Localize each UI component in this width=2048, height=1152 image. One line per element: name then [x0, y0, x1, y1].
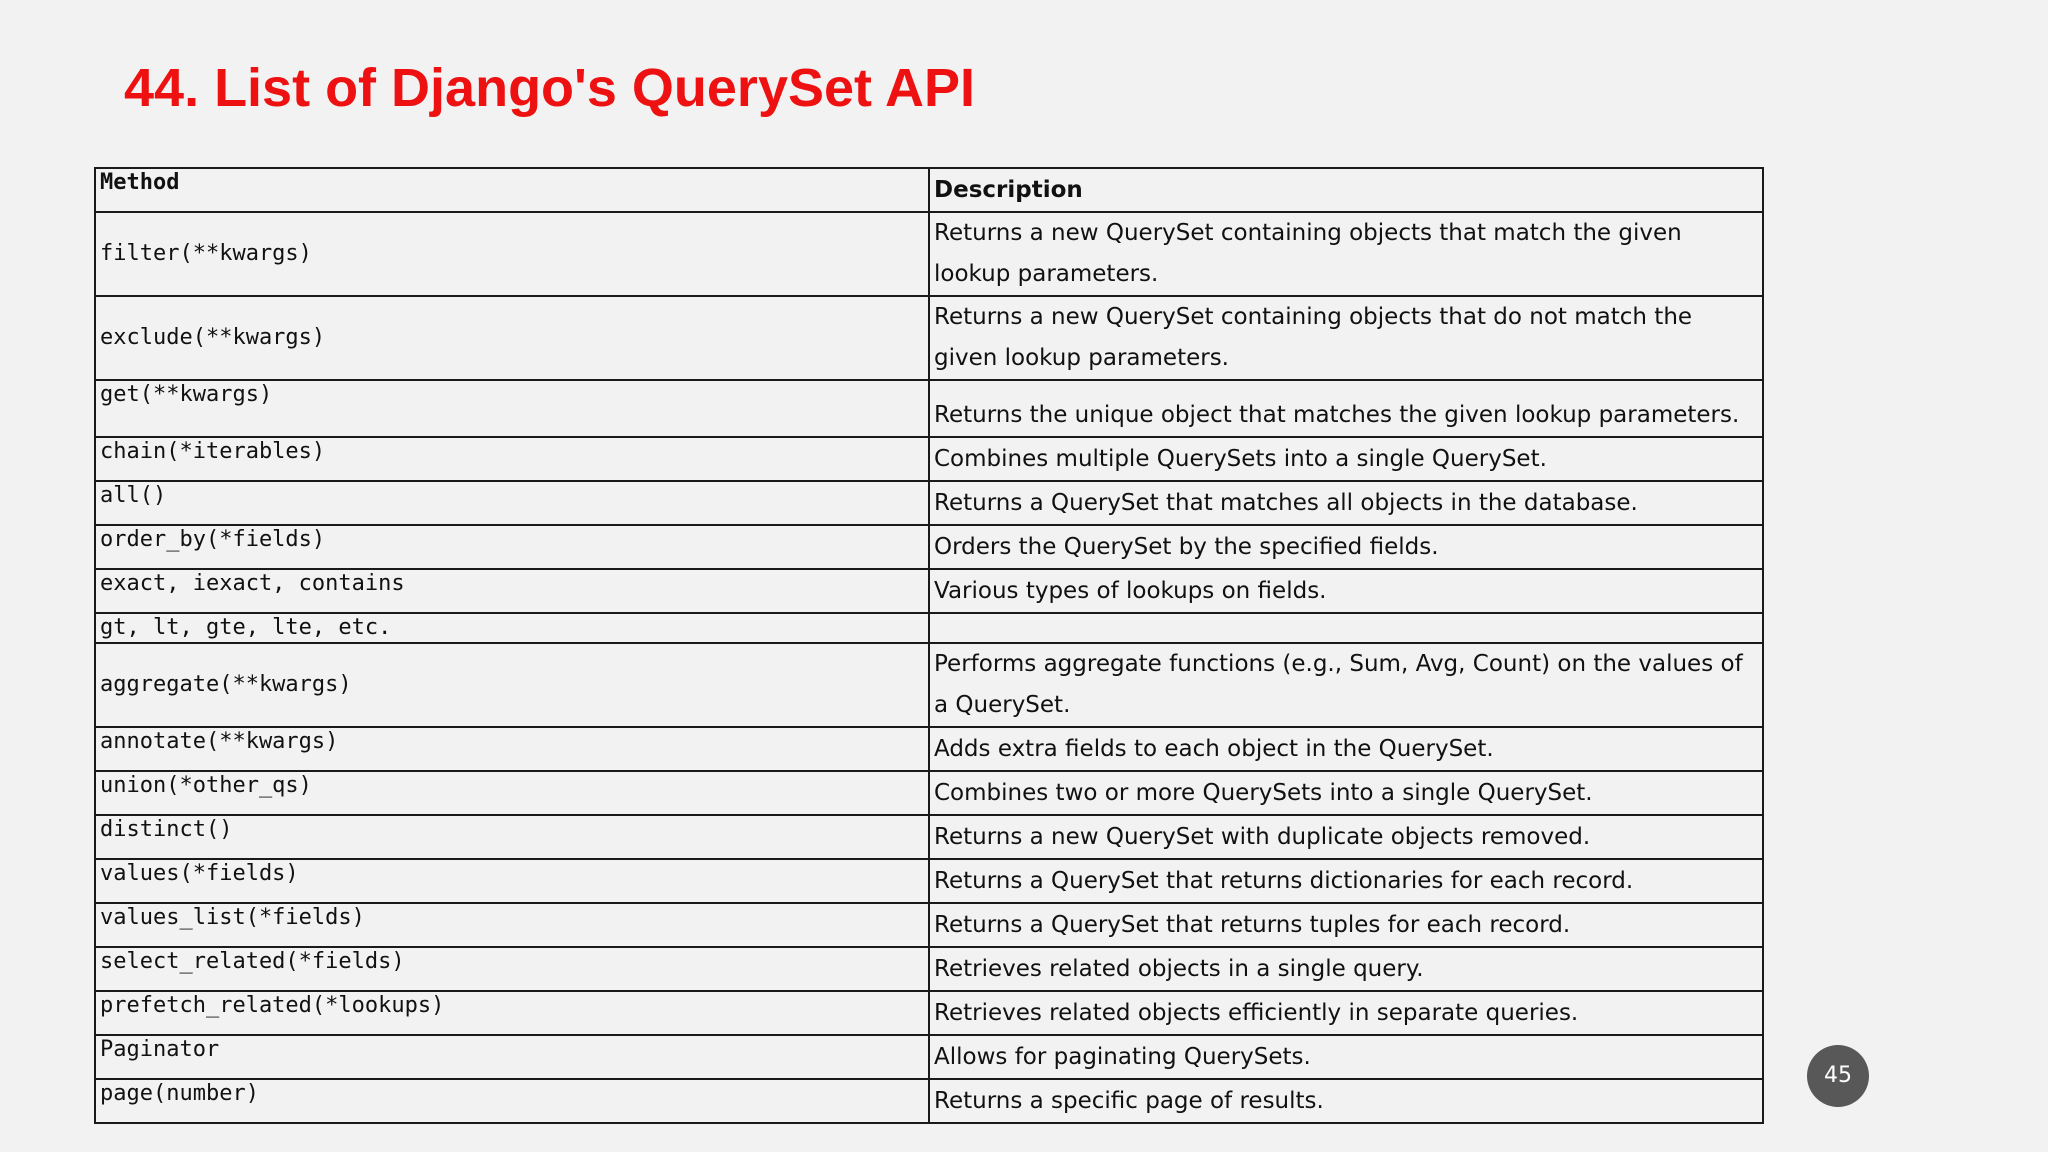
table-row	[95, 727, 1763, 771]
method-cell: union(*other_qs)	[95, 771, 929, 815]
method-cell: order_by(*fields)	[95, 525, 929, 569]
description-cell: Orders the QuerySet by the specified fields.	[929, 525, 1763, 569]
table-row	[95, 296, 1763, 380]
description-cell	[929, 613, 1763, 643]
method-cell: exact, iexact, contains	[95, 569, 929, 613]
description-cell: Returns a specific page of results.	[929, 1079, 1763, 1123]
method-cell: all()	[95, 481, 929, 525]
method-cell: aggregate(**kwargs)	[95, 643, 929, 727]
table-row	[95, 903, 1763, 947]
method-cell: exclude(**kwargs)	[95, 296, 929, 380]
table-row	[95, 212, 1763, 296]
description-cell: Returns a new QuerySet containing objects that do not match the given lookup parameters.	[929, 296, 1763, 380]
page-number-badge: 45	[1807, 1045, 1869, 1107]
method-cell: distinct()	[95, 815, 929, 859]
description-cell: Retrieves related objects in a single query.	[929, 947, 1763, 991]
method-cell: gt, lt, gte, lte, etc.	[95, 613, 929, 643]
table-row	[95, 1079, 1763, 1123]
table-row	[95, 481, 1763, 525]
description-cell: Returns a QuerySet that returns dictionaries for each record.	[929, 859, 1763, 903]
description-cell: Performs aggregate functions (e.g., Sum, Avg, Count) on the values of a QuerySet.	[929, 643, 1763, 727]
description-cell: Returns a new QuerySet containing objects that match the given lookup parameters.	[929, 212, 1763, 296]
queryset-api-table	[94, 167, 1764, 1124]
method-cell: get(**kwargs)	[95, 380, 929, 437]
method-cell: page(number)	[95, 1079, 929, 1123]
description-cell: Combines multiple QuerySets into a single QuerySet.	[929, 437, 1763, 481]
method-cell: select_related(*fields)	[95, 947, 929, 991]
description-cell: Adds extra fields to each object in the QuerySet.	[929, 727, 1763, 771]
table-row	[95, 525, 1763, 569]
description-cell: Various types of lookups on fields.	[929, 569, 1763, 613]
table-row	[95, 859, 1763, 903]
table-header-row	[95, 168, 1763, 212]
table-row	[95, 613, 1763, 643]
table-row	[95, 771, 1763, 815]
slide-title: 44. List of Django's QuerySet API	[124, 58, 976, 118]
table-row	[95, 380, 1763, 437]
method-cell: Paginator	[95, 1035, 929, 1079]
method-cell: prefetch_related(*lookups)	[95, 991, 929, 1035]
method-cell: values_list(*fields)	[95, 903, 929, 947]
table-row	[95, 991, 1763, 1035]
description-cell: Combines two or more QuerySets into a single QuerySet.	[929, 771, 1763, 815]
method-cell: annotate(**kwargs)	[95, 727, 929, 771]
description-cell: Returns the unique object that matches the given lookup parameters.	[929, 380, 1763, 437]
header-description: Description	[929, 168, 1763, 212]
table-row	[95, 815, 1763, 859]
description-cell: Returns a QuerySet that matches all objects in the database.	[929, 481, 1763, 525]
table-row	[95, 569, 1763, 613]
table-row	[95, 643, 1763, 727]
description-cell: Allows for paginating QuerySets.	[929, 1035, 1763, 1079]
table-row	[95, 437, 1763, 481]
method-cell: filter(**kwargs)	[95, 212, 929, 296]
header-method: Method	[95, 168, 929, 212]
table-row	[95, 947, 1763, 991]
method-cell: values(*fields)	[95, 859, 929, 903]
description-cell: Returns a new QuerySet with duplicate objects removed.	[929, 815, 1763, 859]
method-cell: chain(*iterables)	[95, 437, 929, 481]
description-cell: Returns a QuerySet that returns tuples for each record.	[929, 903, 1763, 947]
table-row	[95, 1035, 1763, 1079]
description-cell: Retrieves related objects efficiently in separate queries.	[929, 991, 1763, 1035]
